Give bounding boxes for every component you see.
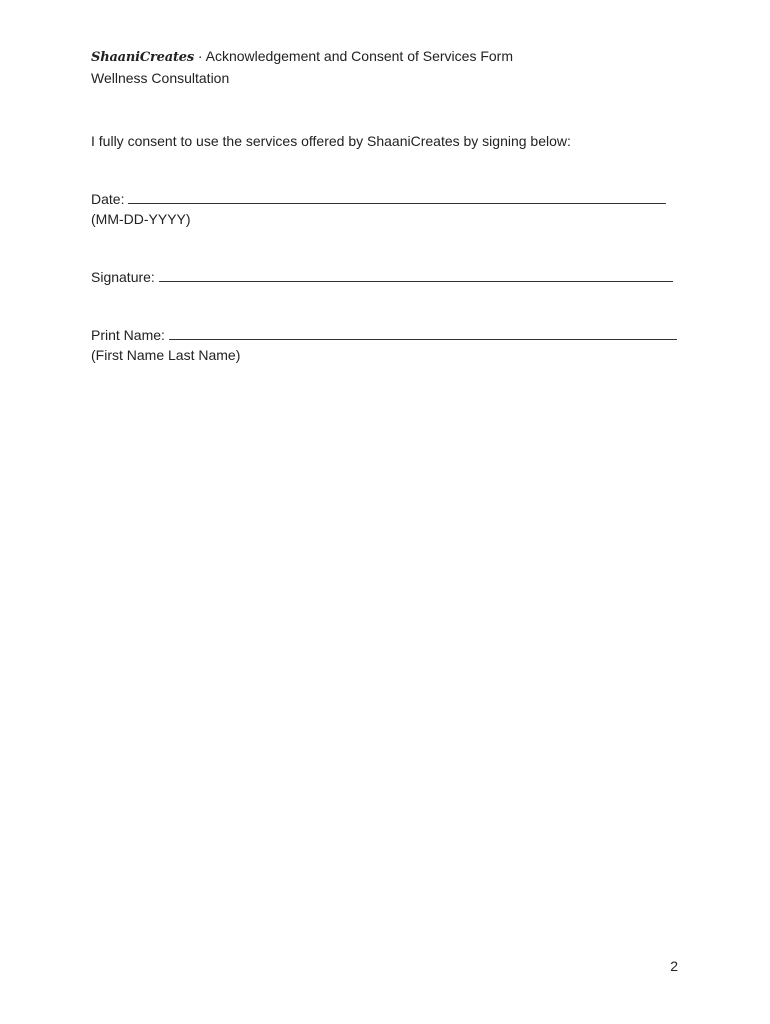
consent-statement: I fully consent to use the services offered by ShaaniCreates by signing below:: [91, 133, 571, 149]
print-name-format-hint: (First Name Last Name): [91, 347, 241, 363]
date-field-row: [91, 189, 666, 209]
signature-field-row: [91, 267, 673, 287]
date-label: Date:: [91, 191, 125, 207]
page-number: 2: [670, 958, 678, 974]
signature-label: Signature:: [91, 269, 155, 285]
document-header: [91, 46, 513, 88]
header-title-line: [91, 46, 513, 68]
form-subtitle: Wellness Consultation: [91, 70, 230, 86]
print-name-field-row: [91, 325, 677, 345]
date-format-hint: (MM-DD-YYYY): [91, 211, 191, 227]
signature-blank-line[interactable]: [159, 267, 673, 282]
print-name-blank-line[interactable]: [169, 325, 677, 340]
print-name-label: Print Name:: [91, 327, 165, 343]
date-blank-line[interactable]: [128, 189, 666, 204]
brand-name: ShaaniCreates: [91, 50, 194, 65]
form-title: · Acknowledgement and Consent of Services Form: [193, 48, 514, 64]
